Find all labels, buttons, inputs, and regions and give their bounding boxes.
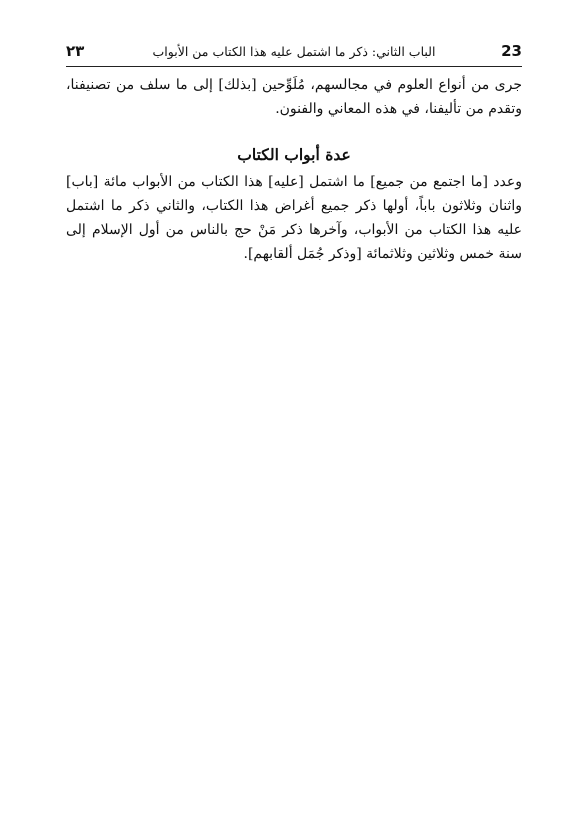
section-heading: عدة أبواب الكتاب <box>237 145 351 164</box>
running-title: الباب الثاني: ذكر ما اشتمل عليه هذا الكتاب من الأبواب <box>152 44 436 59</box>
page-header <box>66 40 522 67</box>
page-number-latin: 23 <box>501 42 522 60</box>
page-number-arabic: ٢٣ <box>66 42 85 60</box>
paragraph-2: وعدد [ما اجتمع من جميع] ما اشتمل [عليه] هذا الكتاب من الأبواب مائة [باب] واثنان وثلاثون باباً، أولها ذكر جميع أغراض هذا الكتاب، والثاني ذكر ما اشتمل عليه هذا الكتاب من الأبواب، وآخرها ذكر مَنْ حج بالناس من أول الإسلام إلى سنة خمس وثلاثين وثلاثمائة [وذكر جُمَل ألقابهم]. <box>66 174 522 262</box>
paragraph-1: جرى من أنواع العلوم في مجالسهم، مُلَوِّحين [بذلك] إلى ما سلف من تصنيفنا، وتقدم من تأليفنا، في هذه المعاني والفنون. <box>66 77 522 117</box>
